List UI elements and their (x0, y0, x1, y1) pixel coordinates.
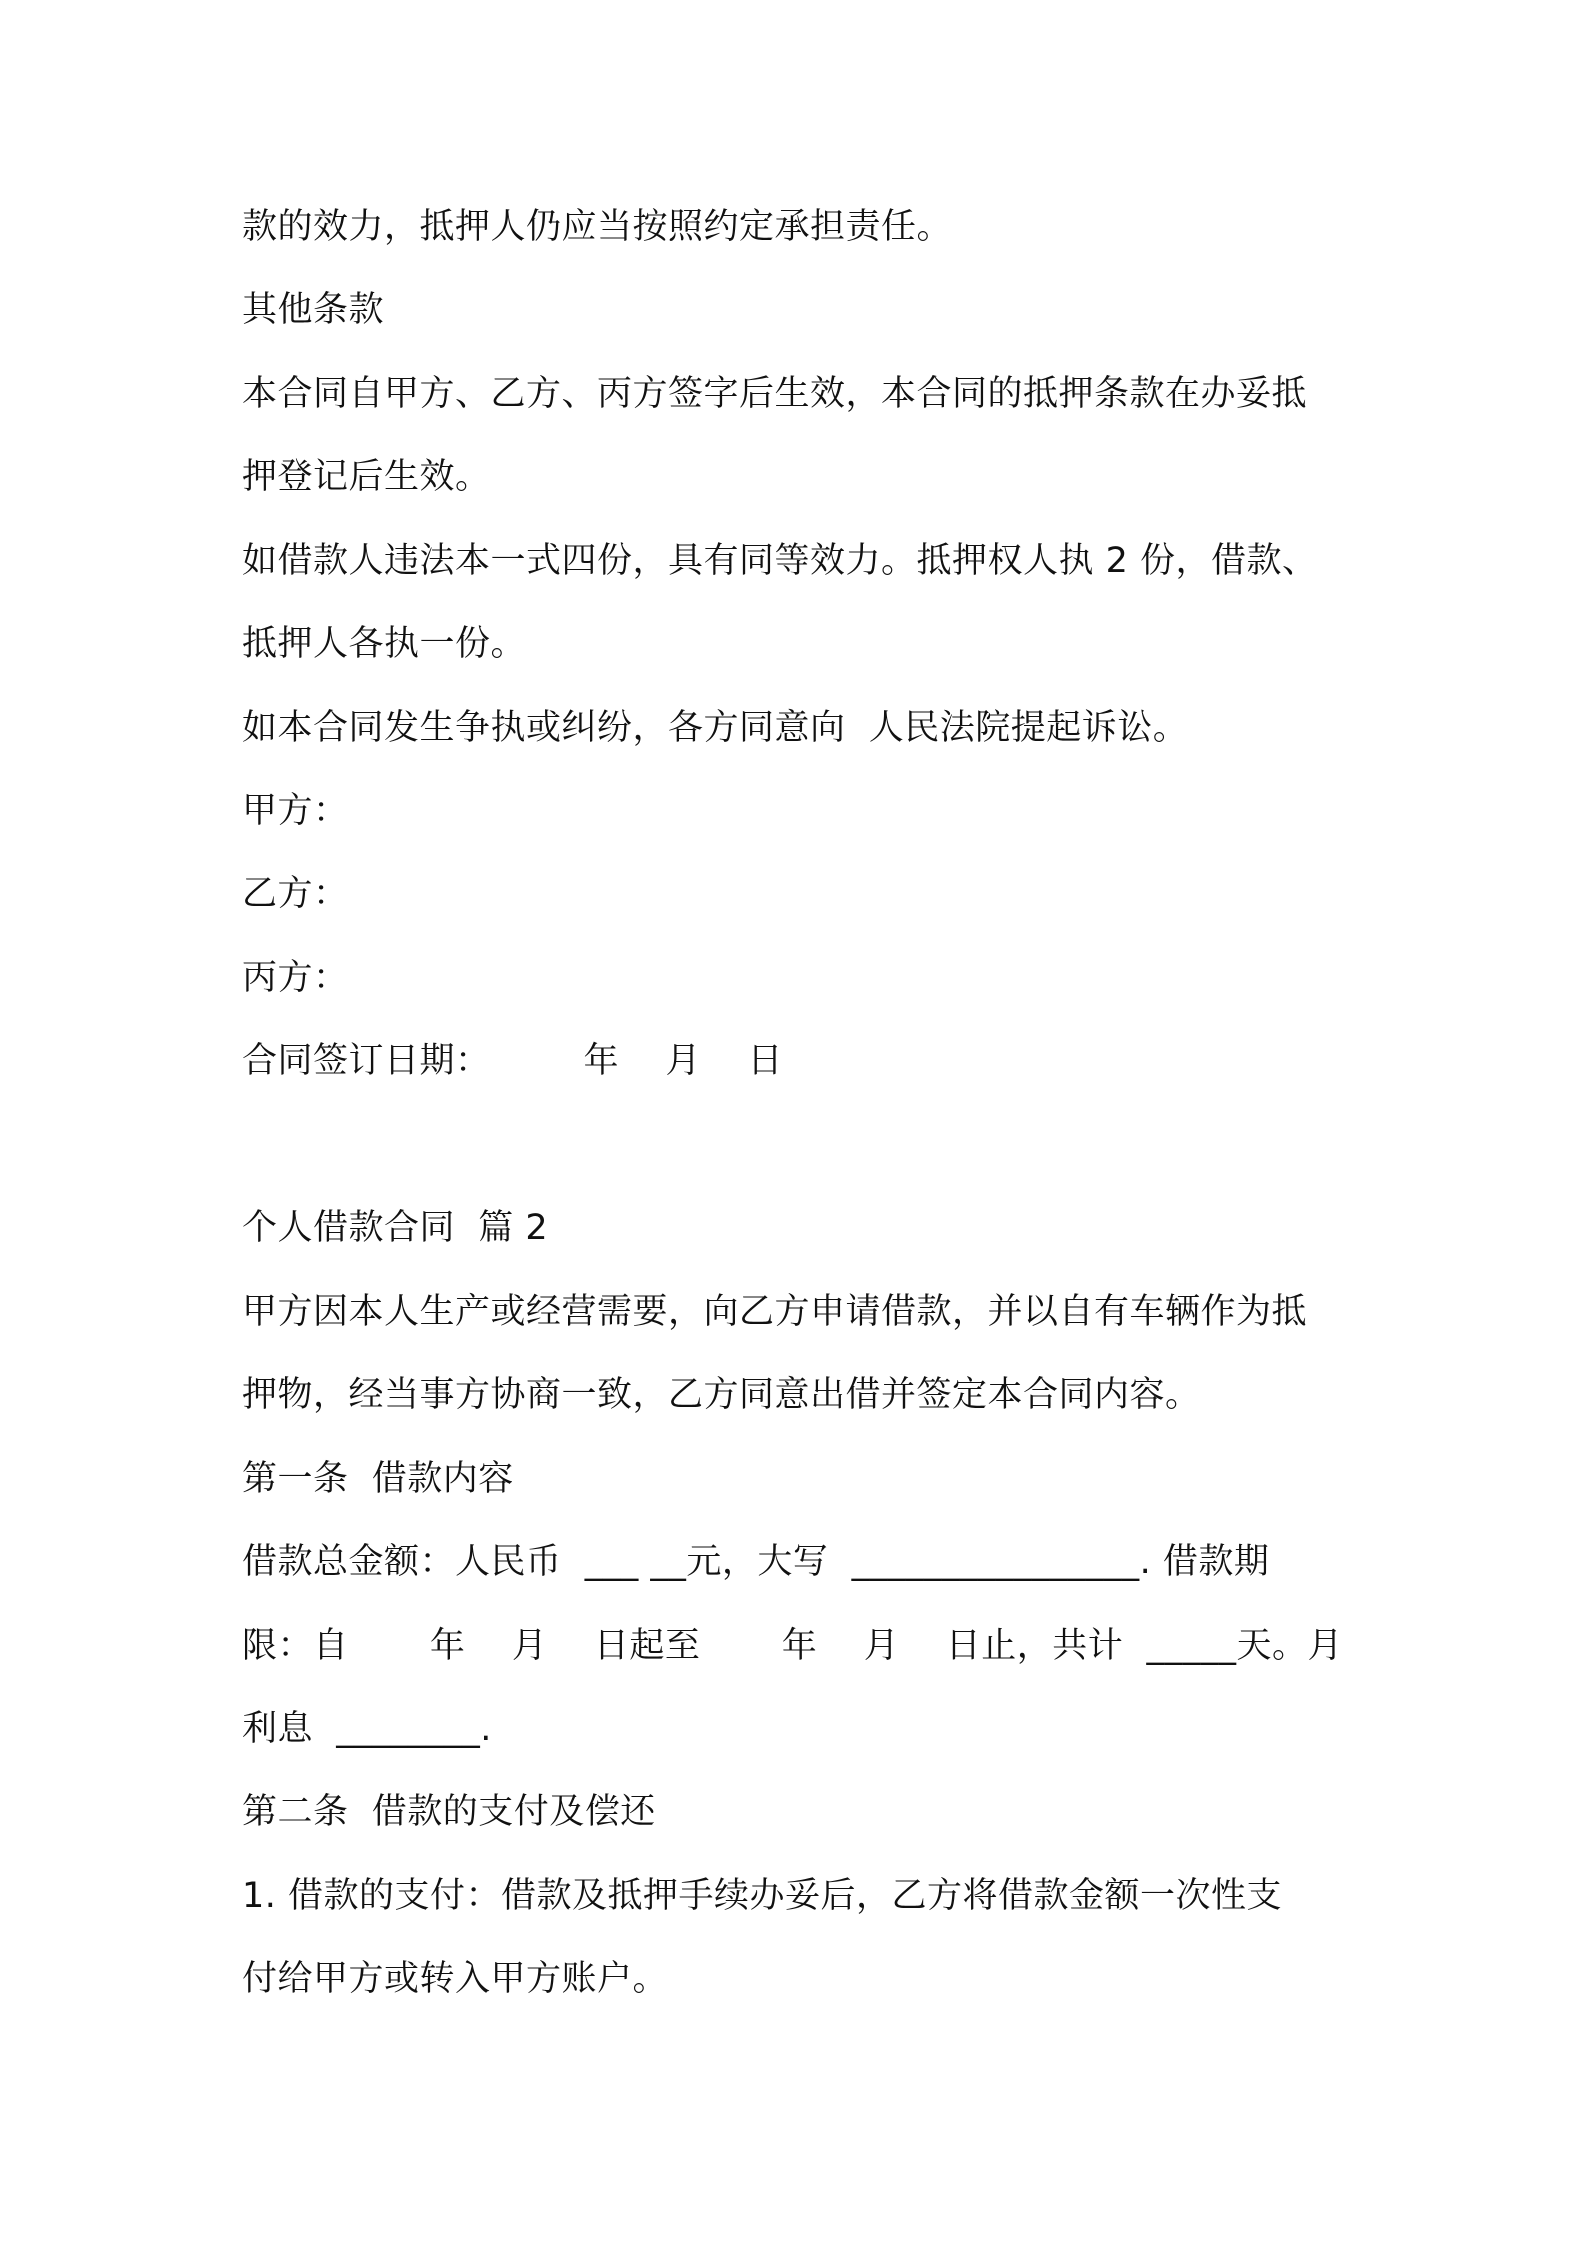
party-b-label: 乙方： (242, 874, 349, 914)
text-line-4: 押登记后生效。 (242, 457, 491, 497)
signing-date-line: 合同签订日期： 年 月 日 (242, 1041, 784, 1081)
text-line-7: 如本合同发生争执或纠纷，各方同意向 人民法院提起诉讼。 (242, 708, 1189, 748)
text-line-18: 利息 ________. (242, 1709, 492, 1749)
article-2-heading: 第二条 借款的支付及偿还 (242, 1792, 656, 1832)
text-line-5: 如借款人违法本一式四份，具有同等效力。抵押权人执 2 份，借款、 (242, 541, 1318, 581)
section-heading-other-terms: 其他条款 (242, 290, 385, 330)
text-line-6: 抵押人各执一份。 (242, 624, 527, 664)
text-line-17: 限：自 年 月 日起至 年 月 日止，共计 _____天。月 (242, 1626, 1344, 1666)
text-line-21: 付给甲方或转入甲方账户。 (242, 1959, 669, 1999)
article-1-heading: 第一条 借款内容 (242, 1459, 514, 1499)
text-line-1: 款的效力，抵押人仍应当按照约定承担责任。 (242, 207, 953, 247)
party-a-label: 甲方： (242, 791, 349, 831)
text-line-3: 本合同自甲方、乙方、丙方签字后生效，本合同的抵押条款在办妥抵 (242, 374, 1308, 414)
text-line-14: 押物，经当事方协商一致，乙方同意出借并签定本合同内容。 (242, 1375, 1201, 1415)
text-line-13: 甲方因本人生产或经营需要，向乙方申请借款，并以自有车辆作为抵 (242, 1292, 1308, 1332)
text-line-16: 借款总金额：人民币 ___ __元，大写 ________________. 借款期 (242, 1542, 1270, 1582)
text-line-20: 1. 借款的支付：借款及抵押手续办妥后，乙方将借款金额一次性支 (242, 1876, 1283, 1916)
party-c-label: 丙方： (242, 958, 349, 998)
contract-title: 个人借款合同 篇 2 (242, 1208, 549, 1248)
